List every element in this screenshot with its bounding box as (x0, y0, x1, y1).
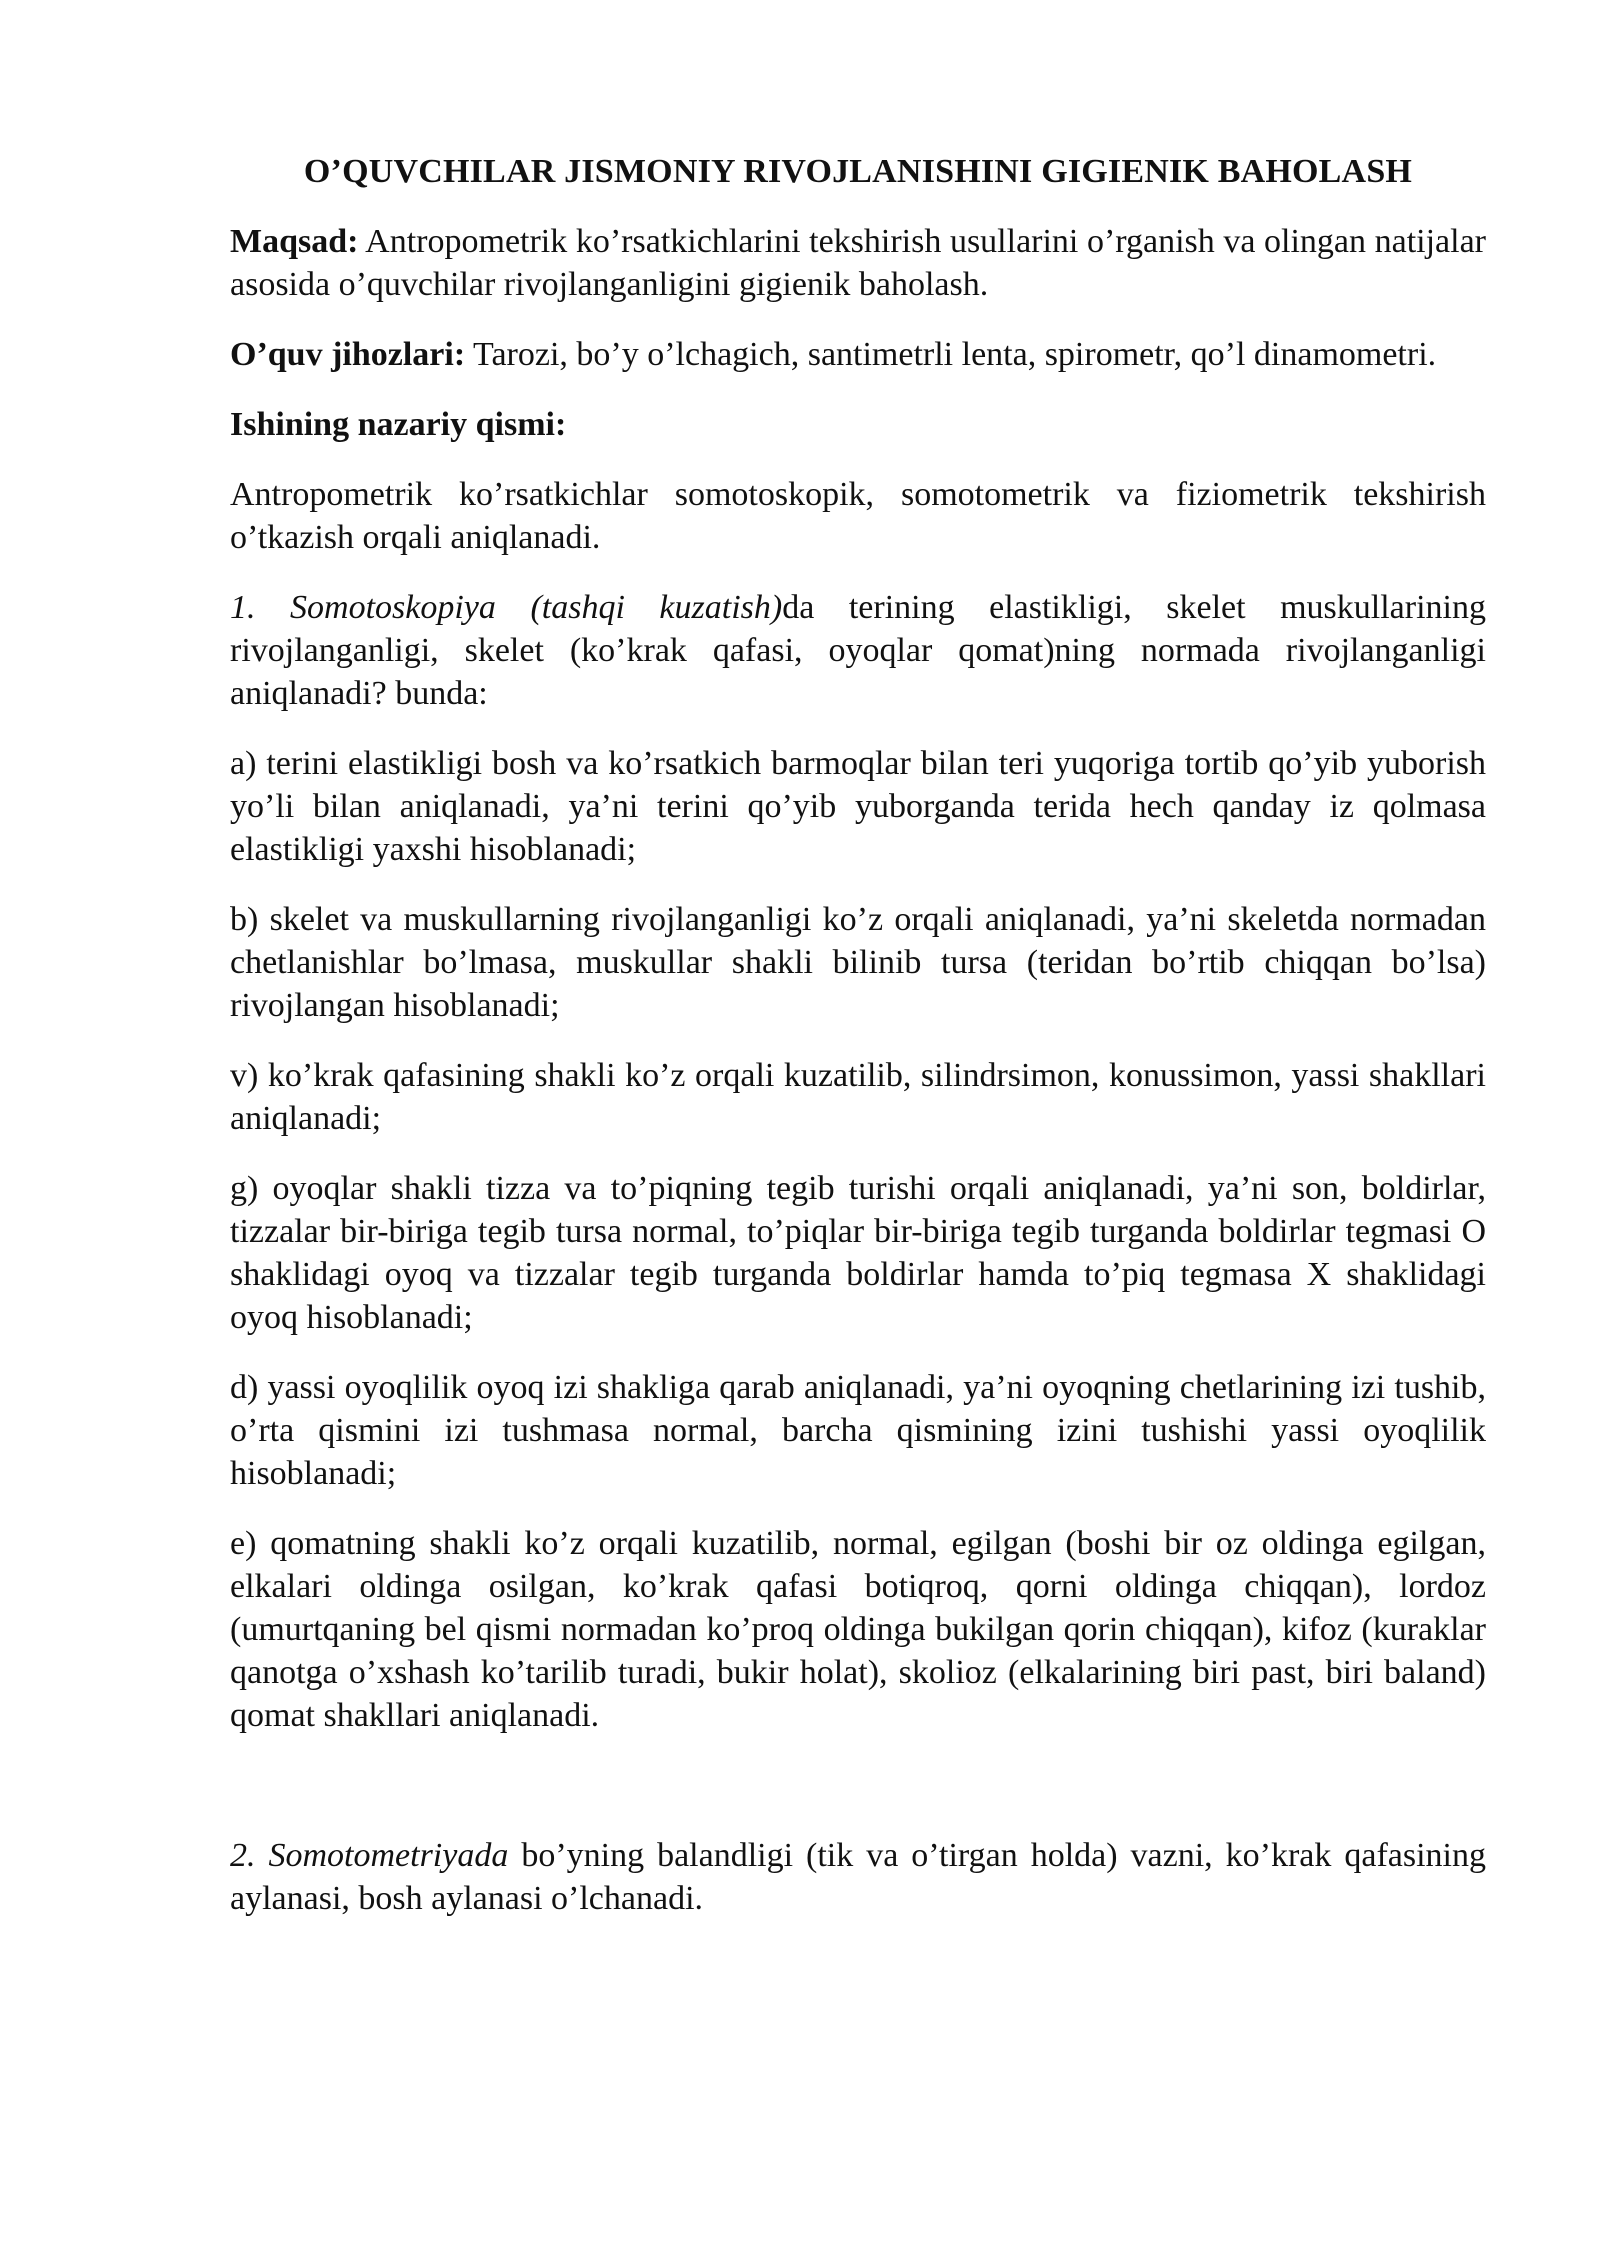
document-body (230, 150, 1486, 1947)
equipment-label: O’quv jihozlari: (230, 336, 466, 373)
somatoscopy-text: da terining elastikligi, skelet muskullarining rivojlanganligi, skelet (ko’krak qafasi, oyoqlar qomat)ning normada rivojlanganligi aniqlanadi? bunda: (230, 589, 1486, 712)
list-item-b: b) skelet va muskullarning rivojlanganligi ko’z orqali aniqlanadi, ya’ni skeletda normadan chetlanishlar bo’lmasa, muskullar shakli bilinib tursa (teridan bo’rtib chiqqan bo’lsa) rivojlangan hisoblanadi; (230, 901, 1486, 1024)
theory-heading: Ishining nazariy qismi: (230, 406, 567, 443)
spacer (230, 1764, 1486, 1834)
list-item-v: v) ko’krak qafasining shakli ko’z orqali kuzatilib, silindrsimon, konussimon, yassi shakllari aniqlanadi; (230, 1057, 1486, 1137)
list-item-d: d) yassi oyoqlilik oyoq izi shakliga qarab aniqlanadi, ya’ni oyoqning chetlarining izi tushib, o’rta qismini izi tushmasa normal, barcha qismining izini tushishi yassi oyoqlilik hisoblanadi; (230, 1369, 1486, 1492)
equipment-paragraph (230, 333, 1486, 376)
goal-text: Antropometrik ko’rsatkichlarini tekshirish usullarini o’rganish va olingan natijalar asosida o’quvchilar rivojlanganligini gigienik baholash. (230, 223, 1486, 303)
document-title: O’QUVCHILAR JISMONIY RIVOJLANISHINI GIGIENIK BAHOLASH (303, 153, 1413, 190)
somatometry-lead: 2. Somotometriyada (230, 1837, 509, 1874)
list-item-a: a) terini elastikligi bosh va ko’rsatkich barmoqlar bilan teri yuqoriga tortib qo’yib yuborish yo’li bilan aniqlanadi, ya’ni terini qo’yib yuborganda terida hech qanday iz qolmasa elastikligi yaxshi hisoblanadi; (230, 745, 1486, 868)
somatometry-paragraph (230, 1834, 1486, 1920)
list-item-g: g) oyoqlar shakli tizza va to’piqning tegib turishi orqali aniqlanadi, ya’ni son, boldirlar, tizzalar bir-biriga tegib tursa normal, to’piqlar bir-biriga tegib turganda boldirlar tegmasi O shaklidagi oyoq va tizzalar tegib turganda boldirlar hamda to’piq tegmasa X shaklidagi oyoq hisoblanadi; (230, 1170, 1486, 1336)
somatometry-text: bo’yning balandligi (tik va o’tirgan holda) vazni, ko’krak qafasining aylanasi, bosh aylanasi o’lchanadi. (230, 1837, 1486, 1917)
list-item-e: e) qomatning shakli ko’z orqali kuzatilib, normal, egilgan (boshi bir oz oldinga egilgan, elkalari oldinga osilgan, ko’krak qafasi botiqroq, qorni oldinga chiqqan), lordoz (umurtqaning bel qismi normadan ko’proq oldinga bukilgan qorin chiqqan), kifoz (kuraklar qanotga o’xshash ko’tarilib turadi, bukir holat), skolioz (elkalarining biri past, biri baland) qomat shakllari aniqlanadi. (230, 1525, 1486, 1734)
somatoscopy-lead: 1. Somotoskopiya (tashqi kuzatish) (230, 589, 783, 626)
equipment-text: Tarozi, bo’y o’lchagich, santimetrli lenta, spirometr, qo’l dinamometri. (465, 336, 1437, 373)
goal-paragraph (230, 220, 1486, 306)
goal-label: Maqsad: (230, 223, 359, 260)
somatoscopy-paragraph (230, 586, 1486, 715)
intro-paragraph: Antropometrik ko’rsatkichlar somotoskopik, somotometrik va fiziometrik tekshirish o’tkazish orqali aniqlanadi. (230, 476, 1486, 556)
